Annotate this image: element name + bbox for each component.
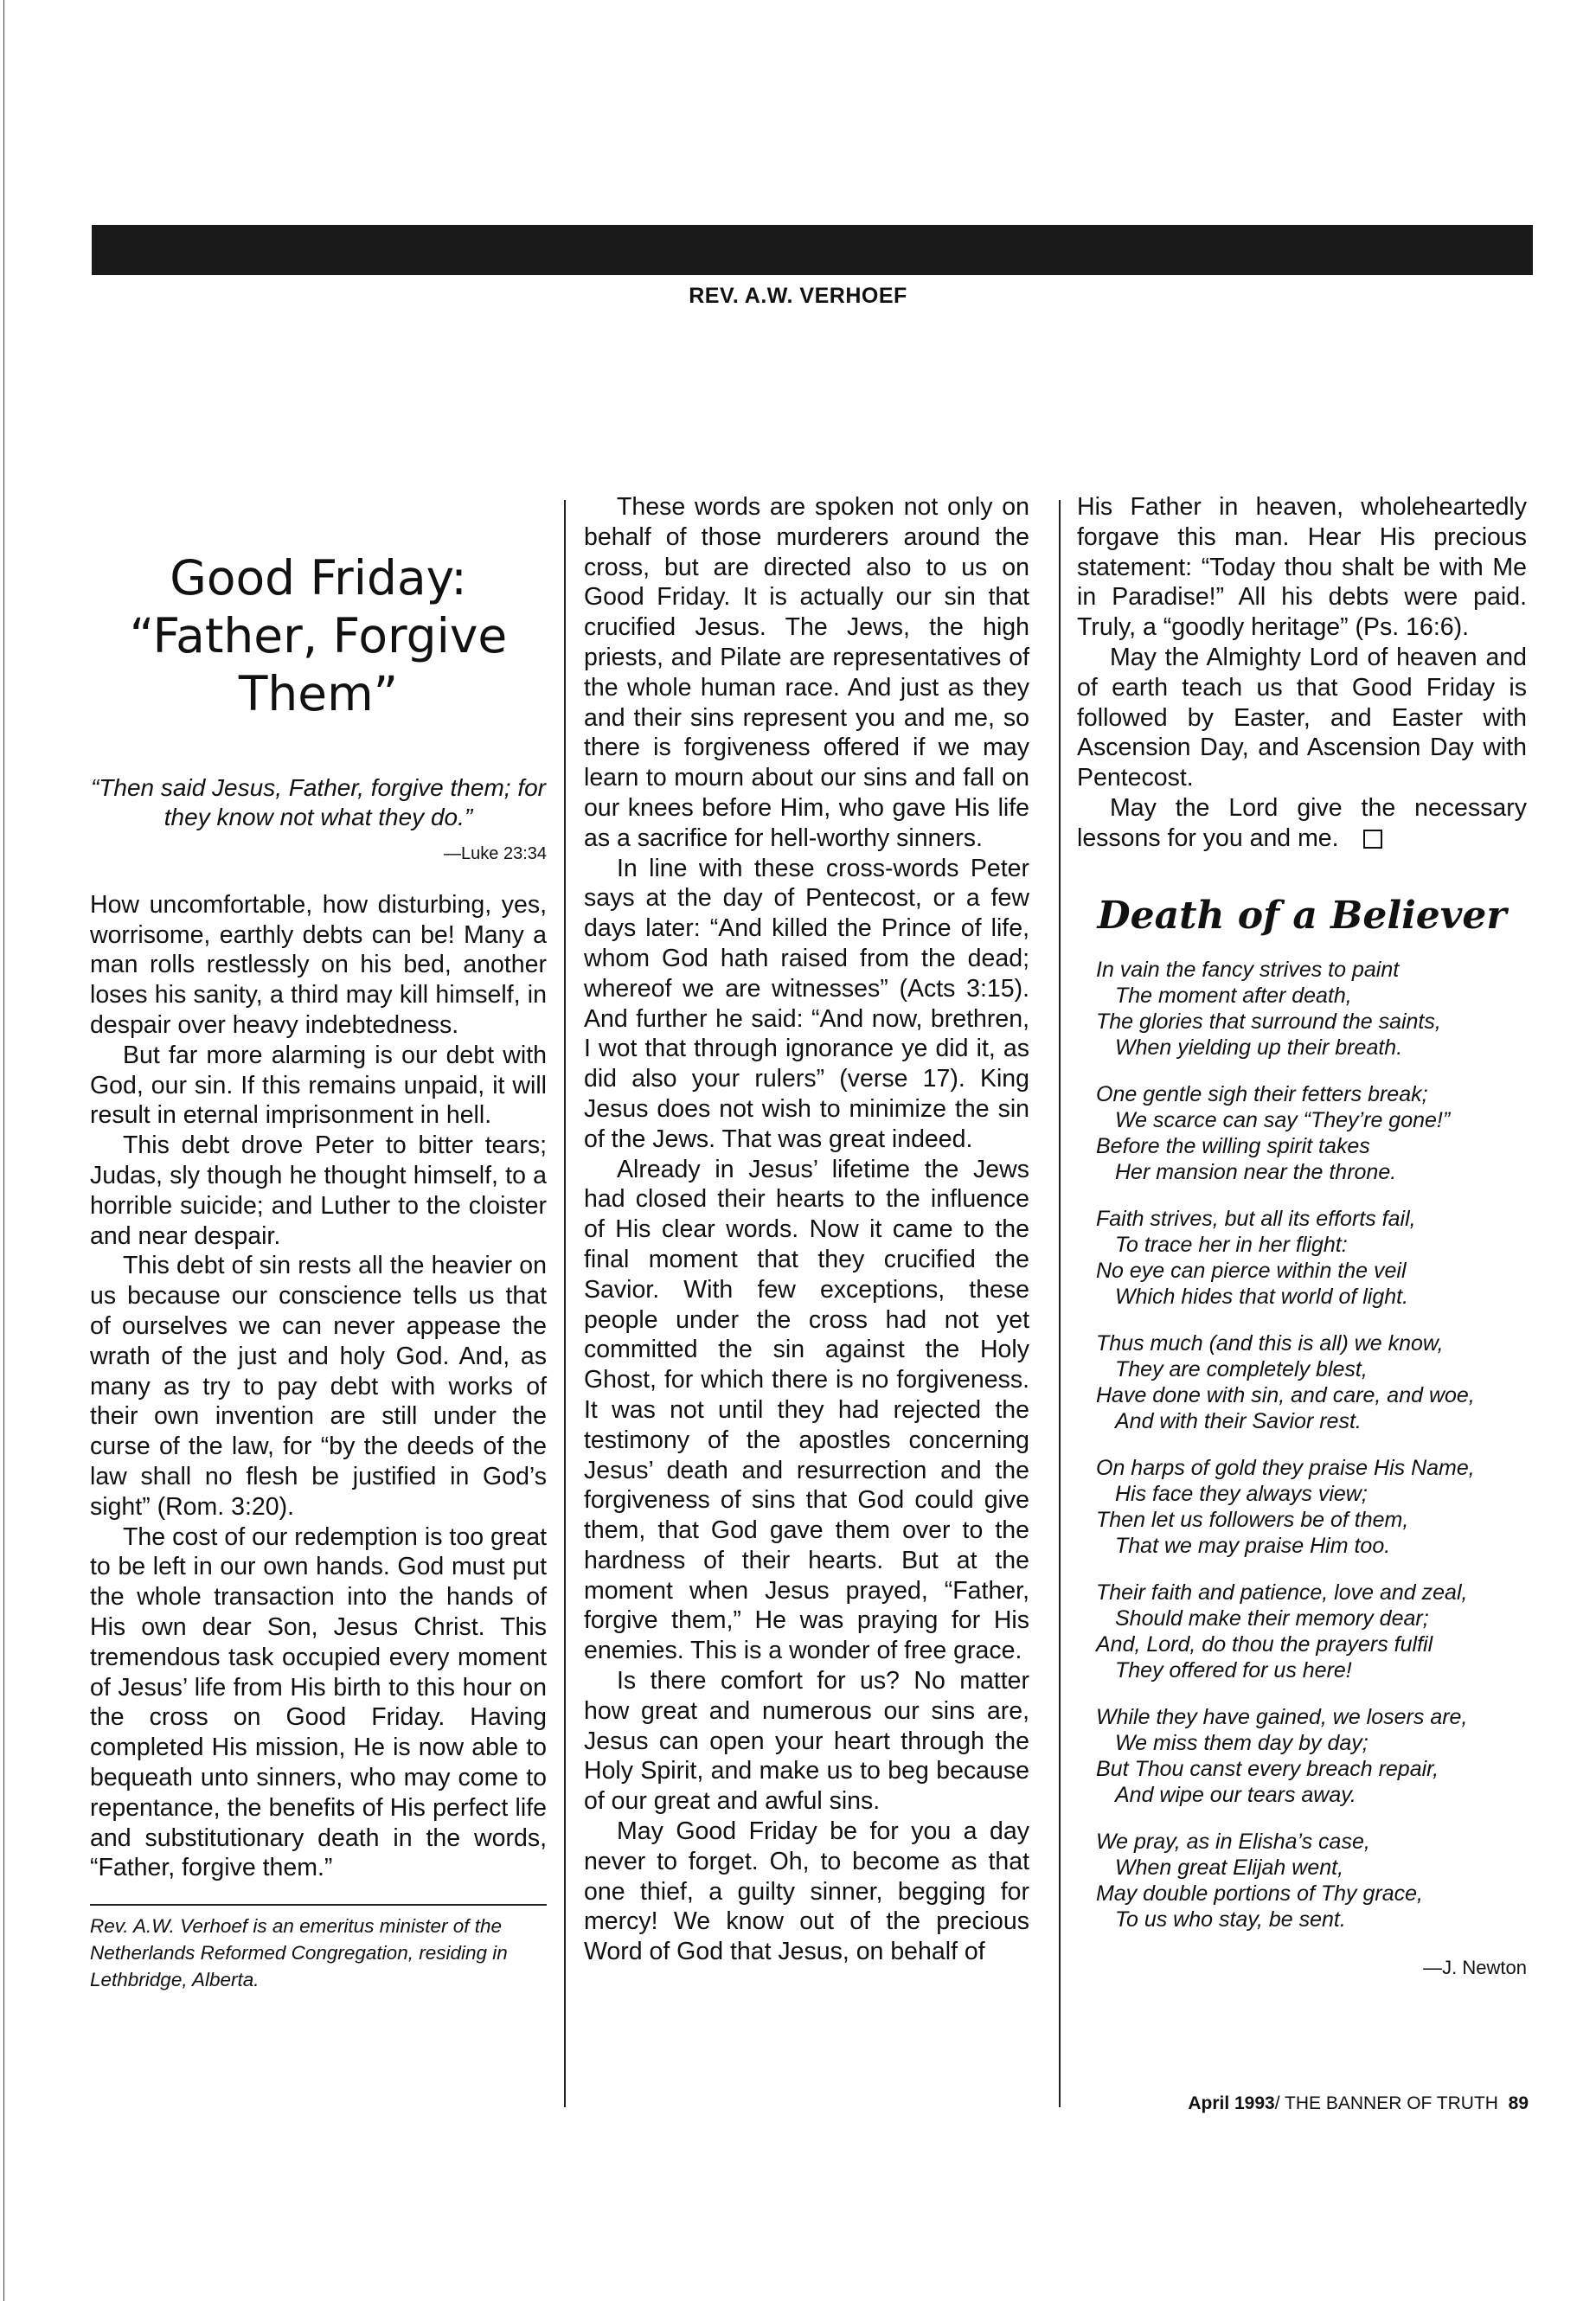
column-divider xyxy=(564,500,566,2107)
poem-line: But Thou canst every breach repair, xyxy=(1096,1757,1439,1782)
poem-line: Should make their memory dear; xyxy=(1115,1606,1429,1631)
poem-line: And with their Savior rest. xyxy=(1115,1409,1362,1434)
title-line: Good Friday: xyxy=(170,550,467,606)
poem-stanza xyxy=(1096,1704,1527,1808)
poem-line: And, Lord, do thou the prayers fulfil xyxy=(1096,1632,1433,1657)
end-mark-icon xyxy=(1363,830,1382,849)
poem-stanza xyxy=(1096,1580,1527,1683)
poem-line: In vain the fancy strives to paint xyxy=(1096,958,1400,983)
poem-stanza xyxy=(1096,1206,1527,1310)
poem-stanza xyxy=(1096,957,1527,1061)
epigraph: “Then said Jesus, Father, forgive them; for they know not what they do.” xyxy=(90,774,546,830)
paragraph: This debt of sin rests all the heavier on us because our conscience tells us that of ourselves we can never appease the wrath of the just and holy God. And, as many as try to pay debt with works of their own invention are still under the curse of the law, for “by the deeds of the law shall no flesh be justified in God’s sight” (Rom. 3:20). xyxy=(90,1252,547,1521)
paragraph: The cost of our redemption is too great to be left in our own hands. God must put the whole transaction into the hands of His own dear Son, Jesus Christ. This tremendous task occupied every moment of Jesus’ life from His birth to this hour on the cross on Good Friday. Having completed His mission, He is now able to bequeath unto sinners, who may come to repentance, the benefits of His perfect life and substitutionary death in the words, “Father, forgive them.” xyxy=(90,1522,547,1882)
column-1 xyxy=(90,489,547,1993)
paragraph: Already in Jesus’ lifetime the Jews had closed their hearts to the influence of His clear words. Now it came to the final moment that they crucified the Savior. With few exceptions, these people under the cross had not yet committed the sin against the Holy Ghost, for which there is no forgiveness. It was not until they had rejected the testimony of the apostles concerning Jesus’ death and resurrection and the forgiveness of sins that God could give them, that God gave them over to the hardness of their hearts. But at the moment when Jesus prayed, “Father, forgive them,” He was praying for His enemies. This is a wonder of free grace. xyxy=(584,1155,1029,1665)
author-bio: Rev. A.W. Verhoef is an emeritus minister of the Netherlands Reformed Congregation, residing in Lethbridge, Alberta. xyxy=(90,1915,508,1991)
poem-credit: —J. Newton xyxy=(1423,1957,1527,1979)
poem-line: On harps of gold they praise His Name, xyxy=(1096,1456,1475,1481)
poem-line: We scarce can say “They’re gone!” xyxy=(1115,1108,1451,1133)
poem-line: We pray, as in Elisha’s case, xyxy=(1096,1830,1370,1855)
poem-line: And wipe our tears away. xyxy=(1115,1783,1356,1808)
paragraph: In line with these cross-words Peter says at the day of Pentecost, or a few days later: “And killed the Prince of life, whom God hath raised from the dead; whereof we are witnesses” (Acts 3:15). And further he said: “And now, brethren, I wot that through ignorance ye did it, as did also your rulers” (verse 17). King Jesus does not wish to minimize the sin of the Jews. That was great indeed. xyxy=(584,854,1029,1153)
poem-line: Faith strives, but all its efforts fail, xyxy=(1096,1207,1416,1232)
poem-line: Thus much (and this is all) we know, xyxy=(1096,1331,1444,1356)
poem-line: The glories that surround the saints, xyxy=(1096,1009,1441,1035)
poem-line: They offered for us here! xyxy=(1115,1658,1352,1683)
title-line: Them” xyxy=(238,666,399,721)
poem-line: Which hides that world of light. xyxy=(1115,1285,1409,1310)
poem-stanza xyxy=(1096,1455,1527,1559)
poem-line: We miss them day by day; xyxy=(1115,1731,1368,1756)
footer-date: April 1993 xyxy=(1188,2093,1275,2113)
poem-stanza xyxy=(1096,1330,1527,1434)
poem-line: Her mansion near the throne. xyxy=(1115,1160,1397,1185)
paragraph: How uncomfortable, how disturbing, yes, worrisome, earthly debts can be! Many a man rolls restlessly on his bed, another loses his sanity, a third may kill himself, in despair over heavy indebtedness. xyxy=(90,890,547,1039)
poem-line: No eye can pierce within the veil xyxy=(1096,1259,1407,1284)
paragraph: This debt drove Peter to bitter tears; Judas, sly though he thought himself, to a horrible suicide; and Luther to the cloister and near despair. xyxy=(90,1131,547,1250)
poem-line: To trace her in her flight: xyxy=(1115,1233,1348,1258)
poem-line: Their faith and patience, love and zeal, xyxy=(1096,1580,1468,1606)
poem-title: Death of a Believer xyxy=(1097,893,1507,938)
paragraph: These words are spoken not only on behalf of those murderers around the cross, but are directed also to us on Good Friday. It is actually our sin that crucified Jesus. The Jews, the high priests, and Pilate are representatives of the whole human race. And just as they and their sins represent you and me, so there is forgiveness offered if we may learn to mourn about our sins and fall on our knees before Him, who gave His life as a sacrifice for hell-worthy sinners. xyxy=(584,493,1029,852)
closing-paragraph xyxy=(1077,793,1527,854)
poem-line: Then let us followers be of them, xyxy=(1096,1508,1409,1533)
poem-line: To us who stay, be sent. xyxy=(1115,1907,1346,1932)
article-title xyxy=(90,549,547,723)
closing-text: May the Lord give the necessary lessons for you and me. xyxy=(1077,793,1527,852)
poem-line: One gentle sigh their fetters break; xyxy=(1096,1082,1428,1107)
author-header: REV. A.W. VERHOEF xyxy=(689,284,907,308)
header-bar xyxy=(92,225,1533,275)
paragraph: May the Almighty Lord of heaven and of earth teach us that Good Friday is followed by Easter, and Easter with Ascension Day, and Ascension Day with Pentecost. xyxy=(1077,643,1527,792)
paragraph: His Father in heaven, wholeheartedly forgave this man. Hear His precious statement: “Today thou shalt be with Me in Paradise!” All his debts were paid. Truly, a “goodly heritage” (Ps. 16:6). xyxy=(1077,493,1527,642)
title-line: “Father, Forgive xyxy=(129,608,508,663)
poem-line: May double portions of Thy grace, xyxy=(1096,1881,1423,1907)
paragraph: Is there comfort for us? No matter how great and numerous our sins are, Jesus can open your heart through the Holy Spirit, and make us to beg because of our great and awful sins. xyxy=(584,1667,1029,1816)
poem-line: The moment after death, xyxy=(1115,984,1352,1009)
paragraph: May Good Friday be for you a day never to forget. Oh, to become as that one thief, a guilty sinner, begging for mercy! We know out of the precious Word of God that Jesus, on behalf of xyxy=(584,1817,1029,1966)
poem-line: When great Elijah went, xyxy=(1115,1856,1344,1881)
poem-line: While they have gained, we losers are, xyxy=(1096,1705,1468,1730)
poem-line: They are completely blest, xyxy=(1115,1357,1368,1382)
page-number: 89 xyxy=(1508,2093,1529,2113)
poem-stanza xyxy=(1096,1081,1527,1185)
poem-body xyxy=(1077,957,1527,1932)
poem-line: That we may praise Him too. xyxy=(1115,1534,1391,1559)
poem-line: Before the willing spirit takes xyxy=(1096,1134,1370,1159)
poem-line: When yielding up their breath. xyxy=(1115,1035,1403,1061)
poem-stanza xyxy=(1096,1829,1527,1932)
column-3 xyxy=(1077,492,1527,1984)
column-divider xyxy=(1059,500,1061,2107)
epigraph-reference: —Luke 23:34 xyxy=(444,844,547,863)
page-edge xyxy=(3,0,4,2301)
paragraph: But far more alarming is our debt with God, our sin. If this remains unpaid, it will result in eternal imprisonment in hell. xyxy=(90,1041,547,1130)
poem-line: Have done with sin, and care, and woe, xyxy=(1096,1383,1475,1408)
poem-line: His face they always view; xyxy=(1115,1482,1368,1507)
footer-publication: / THE BANNER OF TRUTH xyxy=(1274,2093,1498,2113)
bio-divider xyxy=(90,1904,547,1906)
page-footer xyxy=(1188,2093,1529,2114)
column-2 xyxy=(584,492,1029,1967)
